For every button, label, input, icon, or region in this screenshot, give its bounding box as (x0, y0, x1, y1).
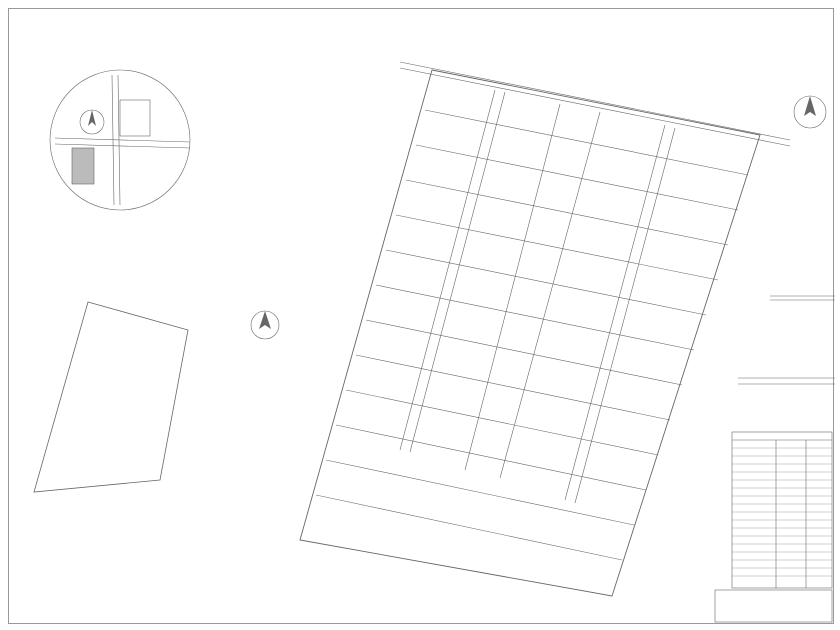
table-rows (732, 448, 832, 576)
current-lot-outline (34, 302, 188, 492)
north-arrow-icon (804, 96, 816, 116)
proposed-subdivision-outline (300, 70, 760, 596)
north-arrow-icon (259, 311, 271, 329)
north-arrow-icon (88, 110, 96, 126)
